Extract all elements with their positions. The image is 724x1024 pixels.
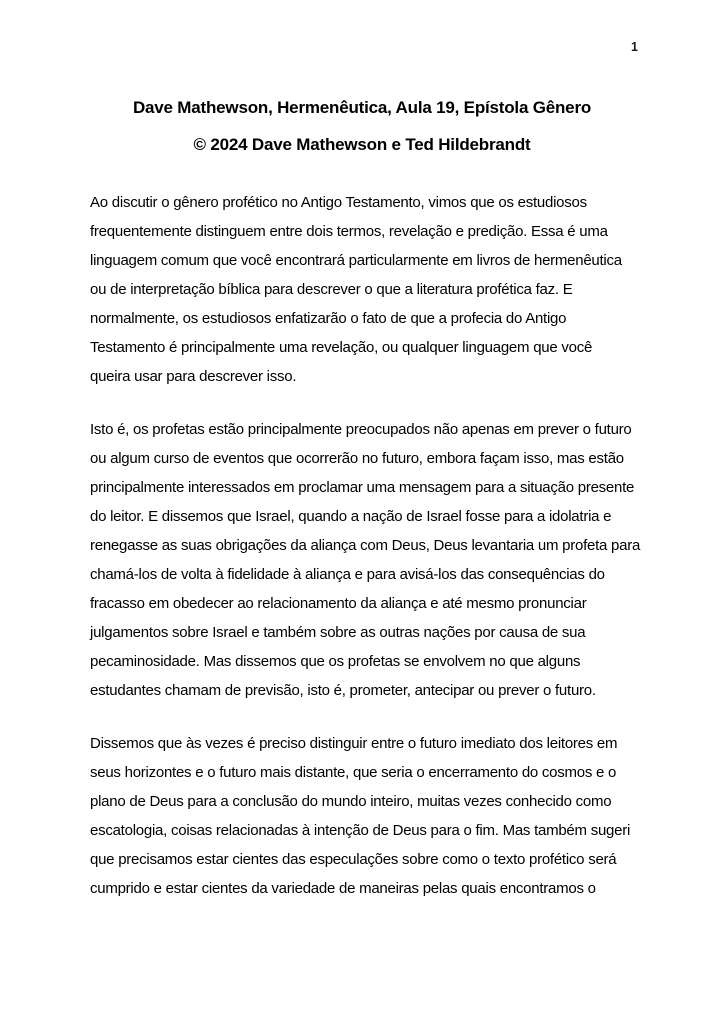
text-line: renegasse as suas obrigações da aliança com Deus, Deus levantaria um profeta para xyxy=(90,537,641,554)
text-line: principalmente interessados em proclamar uma mensagem para a situação presente xyxy=(90,479,635,496)
page-number: 1 xyxy=(631,40,638,54)
text-line: seus horizontes e o futuro mais distante, que seria o encerramento do cosmos e o xyxy=(90,764,617,781)
text-line: linguagem comum que você encontrará particularmente em livros de hermenêutica xyxy=(90,252,622,269)
text-line: julgamentos sobre Israel e também sobre as outras nações por causa de sua xyxy=(90,624,586,641)
text-line: Dissemos que às vezes é preciso distinguir entre o futuro imediato dos leitores em xyxy=(90,735,618,752)
text-line: do leitor. E dissemos que Israel, quando a nação de Israel fosse para a idolatria e xyxy=(90,508,612,525)
paragraph xyxy=(90,188,638,391)
text-line: frequentemente distinguem entre dois termos, revelação e predição. Essa é uma xyxy=(90,223,608,240)
text-line: Isto é, os profetas estão principalmente preocupados não apenas em prever o futuro xyxy=(90,421,632,438)
text-line: chamá-los de volta à fidelidade à aliança e para avisá-los das consequências do xyxy=(90,566,605,583)
document-title-line1: Dave Mathewson, Hermenêutica, Aula 19, Epístola Gênero xyxy=(132,98,592,117)
document-body xyxy=(90,188,641,927)
text-line: que precisamos estar cientes das especulações sobre como o texto profético será xyxy=(90,851,617,868)
text-line: normalmente, os estudiosos enfatizarão o fato de que a profecia do Antigo xyxy=(90,310,567,327)
text-line: plano de Deus para a conclusão do mundo inteiro, muitas vezes conhecido como xyxy=(90,793,612,810)
text-line: Ao discutir o gênero profético no Antigo Testamento, vimos que os estudiosos xyxy=(90,194,587,211)
document-title-line2: © 2024 Dave Mathewson e Ted Hildebrandt xyxy=(193,135,531,154)
paragraph xyxy=(90,729,638,903)
text-line: cumprido e estar cientes da variedade de maneiras pelas quais encontramos o xyxy=(90,880,596,897)
text-line: ou algum curso de eventos que ocorrerão no futuro, embora façam isso, mas estão xyxy=(90,450,624,467)
text-line: ou de interpretação bíblica para descrever o que a literatura profética faz. E xyxy=(90,281,573,298)
text-line: pecaminosidade. Mas dissemos que os profetas se envolvem no que alguns xyxy=(90,653,581,670)
text-line: escatologia, coisas relacionadas à intenção de Deus para o fim. Mas também sugeri xyxy=(90,822,631,839)
text-line: estudantes chamam de previsão, isto é, prometer, antecipar ou prever o futuro. xyxy=(90,682,596,699)
paragraph xyxy=(90,415,641,705)
text-line: Testamento é principalmente uma revelação, ou qualquer linguagem que você xyxy=(90,339,593,356)
text-line: fracasso em obedecer ao relacionamento da aliança e até mesmo pronunciar xyxy=(90,595,587,612)
text-line: queira usar para descrever isso. xyxy=(90,368,297,385)
document-title-block xyxy=(0,89,724,163)
